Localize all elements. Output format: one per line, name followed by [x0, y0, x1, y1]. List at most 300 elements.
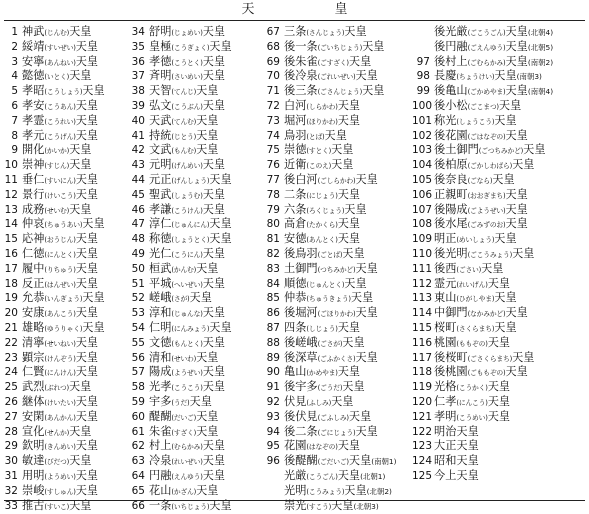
emperor-number: 72 [266, 99, 280, 112]
emperor-number: 4 [11, 70, 18, 83]
emperor-title-suffix: 天皇 [209, 498, 232, 512]
emperor-number: 109 [412, 233, 433, 246]
emperor-title-suffix: 天皇 [202, 246, 226, 260]
emperor-number: 60 [131, 410, 145, 423]
emperor-name: 仁徳 [22, 246, 45, 260]
emperor-number: 120 [412, 395, 433, 408]
emperor-name: 推古 [22, 498, 45, 512]
emperor-number: 73 [266, 114, 280, 127]
emperor-name: 仁賢 [22, 365, 45, 379]
emperor-title-suffix: 天皇 [456, 424, 479, 438]
emperor-title-suffix: 天皇 [362, 84, 385, 98]
emperor-reading: (このえ) [306, 162, 332, 171]
emperor-reading: (ごとば) [317, 250, 343, 259]
emperor-title-suffix: 天皇 [342, 246, 365, 260]
emperor-name: 允恭 [22, 291, 45, 305]
emperor-number: 114 [412, 307, 433, 320]
emperor-title-suffix: 天皇 [355, 172, 378, 186]
emperor-entry [263, 114, 413, 129]
emperor-title-suffix: 天皇 [69, 69, 92, 83]
emperor-number: 69 [266, 55, 280, 68]
emperor-reading: (じんむ) [44, 29, 70, 37]
emperor-name: 後土御門 [434, 143, 479, 157]
emperor-entry [128, 365, 278, 380]
emperor-name: 仲哀 [22, 217, 45, 231]
emperor-entry [412, 410, 562, 425]
emperor-name: 白河 [284, 98, 307, 112]
emperor-entry [412, 129, 562, 144]
emperor-name: 弘文 [149, 98, 172, 112]
emperor-reading: (にんこう) [456, 398, 488, 407]
emperor-title-suffix: 天皇 [337, 98, 361, 112]
emperor-name: 懿徳 [22, 69, 45, 83]
emperor-name: 桃園 [434, 335, 457, 349]
emperor-title-suffix: 天皇 [82, 84, 105, 98]
emperor-reading: (こうごん) [306, 472, 338, 481]
emperor-name: 鳥羽 [284, 128, 307, 142]
emperor-title-suffix: 天皇 [75, 128, 99, 142]
emperor-reading: (ごふかくさ) [317, 354, 356, 363]
emperor-reading: (ほりかわ) [306, 117, 338, 126]
emperor-number: 17 [4, 262, 18, 275]
emperor-reading: (こうとく) [171, 58, 203, 67]
emperor-name: 孝謙 [149, 202, 172, 216]
emperor-reading: (ちょうけい) [456, 73, 495, 82]
emperor-reading: (ごうだ) [317, 384, 343, 393]
emperor-title-suffix: 天皇 [209, 232, 232, 246]
emperor-number: 66 [131, 499, 145, 512]
emperor-title-suffix: 天皇 [505, 217, 528, 231]
emperor-reading: (ごかめやま) [467, 88, 506, 97]
emperor-reading: (ごももぞの) [467, 369, 506, 378]
emperor-reading: (こうぶん) [171, 102, 203, 111]
emperor-title-suffix: 天皇 [494, 232, 517, 246]
emperor-name: 嵯峨 [149, 291, 172, 305]
emperor-number: 35 [131, 40, 145, 53]
emperor-title-suffix: 天皇 [202, 69, 226, 83]
emperor-entry [412, 247, 562, 262]
emperor-entry [128, 484, 278, 499]
bottom-rule [4, 500, 585, 501]
emperor-number: 24 [4, 366, 18, 379]
emperor-number: 50 [131, 262, 145, 275]
emperor-reading: (かいか) [44, 147, 70, 156]
emperor-number: 122 [412, 425, 433, 438]
emperor-number: 32 [4, 484, 18, 497]
emperor-title-suffix: 天皇 [196, 143, 219, 157]
emperor-reading: (もんとく) [171, 339, 203, 348]
emperor-name: 亀山 [284, 365, 307, 379]
emperor-name: 宇多 [149, 394, 172, 408]
emperor-number: 80 [266, 218, 280, 231]
emperor-entry [128, 395, 278, 410]
emperor-title-suffix: 天皇 [202, 439, 226, 453]
emperor-entry [263, 277, 413, 292]
emperor-number: 52 [131, 292, 145, 305]
emperor-name: 仁孝 [434, 394, 457, 408]
emperor-name: 用明 [22, 468, 45, 482]
emperor-title-suffix: 天皇 [75, 276, 99, 290]
emperor-number: 34 [131, 26, 145, 38]
emperor-reading: (ごにじょう) [317, 428, 356, 437]
emperor-title-suffix: 天皇 [75, 98, 99, 112]
emperor-title-suffix: 天皇 [481, 261, 504, 275]
dynasty-note: (南朝1) [371, 457, 397, 467]
emperor-title-suffix: 天皇 [342, 380, 365, 394]
emperor-entry [412, 351, 562, 366]
emperor-title-suffix: 天皇 [75, 187, 99, 201]
emperor-name: 正親町 [434, 187, 468, 201]
top-rule [4, 20, 585, 21]
emperor-name: 後花園 [434, 128, 468, 142]
emperor-name: 後桃園 [434, 365, 468, 379]
emperor-title-suffix: 天皇 [75, 350, 99, 364]
emperor-entry [263, 291, 413, 306]
emperor-title-suffix: 天皇 [505, 25, 528, 38]
emperor-number: 108 [412, 218, 433, 231]
emperor-name: 文徳 [149, 335, 172, 349]
emperor-name: 淳仁 [149, 217, 172, 231]
emperor-reading: (いとく) [44, 73, 70, 82]
emperor-name: 後冷泉 [284, 69, 318, 83]
emperor-reading: (すじん) [44, 162, 70, 171]
emperor-reading: (さいめい) [171, 73, 203, 82]
emperor-number: 78 [266, 188, 280, 201]
emperor-number: 81 [266, 233, 280, 246]
emperor-name: 応神 [22, 232, 45, 246]
emperor-entry [263, 203, 413, 218]
emperor-name: 高倉 [284, 217, 307, 231]
emperor-title-suffix: 天皇 [202, 25, 226, 38]
emperor-entry [128, 69, 278, 84]
emperor-name: 安康 [22, 306, 45, 320]
dynasty-note: (北朝1) [360, 471, 386, 481]
emperor-entry [263, 425, 413, 440]
emperor-reading: (ごさい) [456, 265, 482, 274]
emperor-entry [412, 291, 562, 306]
emperor-entry [412, 336, 562, 351]
emperor-title-suffix: 天皇 [202, 158, 226, 172]
emperor-entry [263, 439, 413, 454]
emperor-number: 124 [412, 455, 433, 468]
emperor-name: 霊元 [434, 276, 457, 290]
emperor-reading: (げんしょう) [171, 176, 210, 185]
emperor-name: 桓武 [149, 261, 172, 275]
emperor-entry [263, 410, 413, 425]
emperor-reading: (すざく) [171, 428, 197, 437]
emperor-title-suffix: 天皇 [350, 291, 374, 305]
emperor-name: 反正 [22, 276, 45, 290]
emperor-reading: (ごさが) [317, 339, 343, 348]
emperor-reading: (さんじょう) [306, 29, 345, 37]
emperor-reading: (ごこうみょう) [467, 250, 513, 259]
emperor-entry [263, 158, 413, 173]
emperor-entry [263, 143, 413, 158]
emperor-entry [412, 306, 562, 321]
emperor-name: 後醍醐 [284, 454, 318, 468]
emperor-entry [128, 143, 278, 158]
emperor-number: 65 [131, 484, 145, 497]
emperor-number: 54 [131, 321, 145, 334]
emperor-title-suffix: 天皇 [196, 350, 219, 364]
emperor-number: 77 [266, 173, 280, 186]
emperor-title-suffix: 天皇 [492, 172, 515, 186]
emperor-name: 淳和 [149, 306, 172, 320]
emperor-title-suffix: 天皇 [498, 98, 522, 112]
emperor-number: 9 [11, 144, 18, 157]
emperor-title-suffix: 天皇 [202, 306, 226, 320]
emperor-number: 31 [4, 469, 18, 482]
emperor-number: 71 [266, 85, 280, 98]
emperor-reading: (ももぞの) [456, 339, 488, 348]
emperor-reading: (にんみょう) [171, 324, 210, 333]
emperor-title-suffix: 天皇 [337, 468, 361, 482]
emperor-title-suffix: 天皇 [342, 335, 365, 349]
emperor-reading: (いんぎょう) [44, 295, 83, 304]
emperor-title-suffix: 天皇 [487, 409, 511, 423]
emperor-reading: (さが) [171, 295, 190, 304]
emperor-name: 後伏見 [284, 409, 318, 423]
emperor-reading: (ごかしわばら) [467, 162, 513, 171]
emperor-reading: (こうめい) [456, 413, 488, 422]
emperor-name: 今上 [434, 468, 457, 482]
emperor-number: 67 [266, 26, 280, 38]
emperor-entry [263, 84, 413, 99]
emperor-entry [412, 69, 562, 84]
emperor-name: 崇神 [22, 158, 45, 172]
emperor-reading: (しょうとく) [171, 236, 210, 245]
emperor-title-suffix: 天皇 [331, 394, 354, 408]
emperor-title-suffix: 天皇 [202, 454, 226, 468]
emperor-title-suffix: 天皇 [202, 380, 226, 394]
emperor-entry [128, 84, 278, 99]
emperor-title-suffix: 天皇 [348, 454, 372, 468]
emperor-number: 53 [131, 307, 145, 320]
emperor-entry [263, 173, 413, 188]
emperor-number: 82 [266, 247, 280, 260]
emperor-title-suffix: 天皇 [505, 187, 528, 201]
emperor-title-suffix: 天皇 [505, 84, 528, 98]
emperor-title-suffix: 天皇 [69, 498, 92, 512]
emperor-number: 116 [412, 336, 433, 349]
emperor-number: 85 [266, 292, 280, 305]
emperor-entry [263, 262, 413, 277]
emperor-entry [263, 188, 413, 203]
emperor-entry [412, 232, 562, 247]
emperor-name: 神武 [22, 25, 45, 38]
emperor-title-suffix: 天皇 [494, 113, 517, 127]
emperor-name: 光格 [434, 380, 457, 394]
dynasty-note: (北朝2) [366, 486, 392, 496]
emperor-name: 持統 [149, 128, 172, 142]
emperor-name: 土御門 [284, 261, 318, 275]
emperor-number: 2 [11, 40, 18, 53]
emperor-name: 後円融 [434, 39, 468, 53]
emperor-reading: (こうこう) [171, 384, 203, 393]
emperor-number: 21 [4, 321, 18, 334]
emperor-title-suffix: 天皇 [202, 202, 226, 216]
emperor-reading: (だいご) [171, 413, 197, 422]
emperor-name: 雄略 [22, 320, 45, 334]
emperor-name: 花山 [149, 483, 172, 497]
dynasty-note: (北朝3) [353, 501, 379, 511]
emperor-reading: (けいこう) [44, 191, 76, 200]
emperor-number: 38 [131, 85, 145, 98]
emperor-entry [263, 321, 413, 336]
emperor-name: 崇峻 [22, 483, 45, 497]
emperor-title-suffix: 天皇 [331, 158, 354, 172]
emperor-title-suffix: 天皇 [189, 394, 212, 408]
emperor-reading: (ごみずのお) [467, 221, 506, 230]
emperor-number: 8 [11, 129, 18, 142]
emperor-number: 39 [131, 99, 145, 112]
emperor-name: 明治 [434, 424, 457, 438]
emperor-title-suffix: 天皇 [202, 54, 226, 68]
emperor-name: 近衛 [284, 158, 307, 172]
emperor-title-suffix: 天皇 [75, 54, 99, 68]
emperor-reading: (ごしらかわ) [317, 176, 356, 185]
emperor-entry [128, 262, 278, 277]
emperor-title-suffix: 天皇 [82, 291, 105, 305]
emperor-name: 中御門 [434, 306, 468, 320]
emperor-number: 111 [412, 262, 433, 275]
emperor-title-suffix: 天皇 [505, 128, 528, 142]
emperor-name: 後光明 [434, 246, 468, 260]
dynasty-note: (南朝2) [527, 57, 554, 67]
emperor-title-suffix: 天皇 [75, 113, 99, 127]
emperor-title-suffix: 天皇 [512, 246, 535, 260]
emperor-entry [412, 25, 562, 40]
emperor-entry [128, 188, 278, 203]
emperor-name: 順徳 [284, 276, 307, 290]
emperor-reading: (じゅんにん) [171, 221, 210, 230]
emperor-title-suffix: 天皇 [344, 25, 367, 38]
emperor-entry [263, 217, 413, 232]
emperor-reading: (ごさくらまち) [467, 354, 513, 363]
emperor-name: 安閑 [22, 409, 45, 423]
emperor-title-suffix: 天皇 [68, 380, 92, 394]
emperor-number: 90 [266, 366, 280, 379]
emperor-entry [412, 188, 562, 203]
emperor-title-suffix: 天皇 [523, 143, 546, 157]
emperor-entry [412, 277, 562, 292]
emperor-title-suffix: 天皇 [362, 39, 385, 53]
emperor-reading: (めいしょう) [456, 236, 495, 245]
emperor-reading: (しらかわ) [306, 102, 338, 111]
emperor-number: 106 [412, 188, 433, 201]
emperor-reading: (あんかん) [44, 413, 76, 422]
emperor-reading: (せいねい) [44, 339, 76, 348]
emperor-entry [412, 40, 562, 55]
dynasty-note: (北朝4) [527, 28, 554, 37]
emperor-name: 後鳥羽 [284, 246, 318, 260]
emperor-title-suffix: 天皇 [348, 54, 372, 68]
emperor-number: 59 [131, 395, 145, 408]
emperor-entry [128, 277, 278, 292]
emperor-number: 118 [412, 366, 433, 379]
emperor-title-suffix: 天皇 [355, 261, 378, 275]
emperor-reading: (ろくじょう) [306, 206, 345, 215]
emperor-title-suffix: 天皇 [69, 454, 92, 468]
emperor-number: 101 [412, 114, 433, 127]
emperor-name: 大正 [434, 439, 457, 453]
emperor-title-suffix: 天皇 [75, 468, 99, 482]
emperor-title-suffix: 天皇 [209, 217, 232, 231]
emperor-name: 孝昭 [22, 84, 45, 98]
emperor-name: 朱雀 [149, 424, 172, 438]
emperor-reading: (ごほりかわ) [317, 310, 356, 319]
emperor-name: 安徳 [284, 232, 307, 246]
emperor-entry [128, 336, 278, 351]
emperor-number: 103 [412, 144, 433, 157]
emperor-number: 29 [4, 440, 18, 453]
emperor-reading: (あんねい) [44, 58, 76, 67]
emperor-name: 三条 [284, 25, 307, 38]
emperor-reading: (じゅんとく) [306, 280, 345, 289]
emperor-reading: (ごようぜい) [467, 206, 506, 215]
emperor-title-suffix: 天皇 [202, 365, 226, 379]
emperor-entry [263, 380, 413, 395]
emperor-entry [128, 247, 278, 262]
emperor-name: 光仁 [149, 246, 172, 260]
emperor-reading: (こうにん) [171, 250, 203, 259]
emperor-reading: (こうしょう) [44, 88, 83, 97]
emperor-title-suffix: 天皇 [505, 365, 528, 379]
emperor-name: 六条 [284, 202, 307, 216]
emperor-title-suffix: 天皇 [196, 409, 219, 423]
emperor-number: 33 [4, 499, 18, 512]
page-title: 天 皇 [241, 2, 366, 17]
emperor-name: 清和 [149, 350, 172, 364]
emperor-number: 27 [4, 410, 18, 423]
emperor-name: 後嵯峨 [284, 335, 318, 349]
emperor-title-suffix: 天皇 [196, 261, 219, 275]
emperor-name: 後村上 [434, 54, 468, 68]
emperor-reading: (ごだいご) [317, 458, 349, 467]
emperor-name: 桜町 [434, 320, 457, 334]
emperor-number: 76 [266, 159, 280, 172]
emperor-name: 醍醐 [149, 409, 172, 423]
emperor-reading: (ようめい) [44, 472, 76, 481]
emperor-entry [263, 40, 413, 55]
emperor-number: 7 [11, 114, 18, 127]
emperor-name: 後西 [434, 261, 457, 275]
emperor-title-suffix: 天皇 [69, 202, 92, 216]
emperor-reading: (ゆうりゃく) [44, 324, 83, 333]
emperor-number: 113 [412, 292, 433, 305]
emperor-entry [412, 262, 562, 277]
emperor-name: 成務 [22, 202, 45, 216]
emperor-name: 四条 [284, 320, 307, 334]
emperor-name: 後亀山 [434, 84, 468, 98]
emperor-number: 89 [266, 351, 280, 364]
emperor-reading: (もんむ) [171, 147, 197, 156]
emperor-name: 舒明 [149, 25, 172, 38]
emperor-number: 95 [266, 440, 280, 453]
emperor-number: 46 [131, 203, 145, 216]
emperor-number: 12 [4, 188, 18, 201]
emperor-name: 明正 [434, 232, 457, 246]
emperor-number: 87 [266, 321, 280, 334]
emperor-title-suffix: 天皇 [324, 128, 347, 142]
emperor-reading: (こうあん) [44, 102, 76, 111]
emperor-number: 55 [131, 336, 145, 349]
emperor-number: 70 [266, 70, 280, 83]
emperor-title-suffix: 天皇 [505, 202, 528, 216]
emperor-title-suffix: 天皇 [348, 409, 372, 423]
emperor-reading: (へいぜい) [171, 280, 203, 289]
emperor-name: 履中 [22, 261, 45, 275]
